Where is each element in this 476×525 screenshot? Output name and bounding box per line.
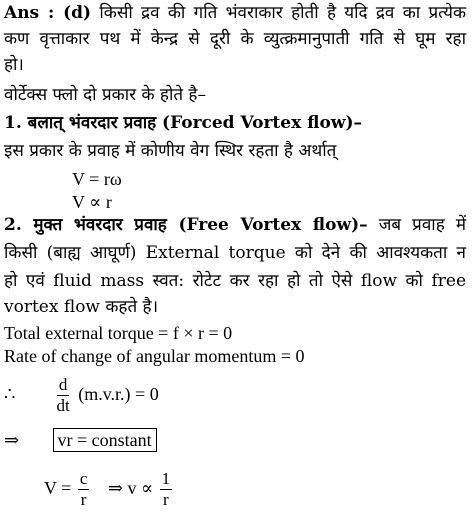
- one-denominator: r: [163, 490, 169, 510]
- free-vortex-line-2: किसी (बाह्य आघूर्ण) External torque को देने की आवश्यकता न: [4, 243, 466, 263]
- answer-text-1: किसी द्रव की गति भंवराकार होती है यदि द्रव का प्रत्येक: [99, 3, 466, 23]
- boxed-equation: vr = constant: [53, 428, 157, 452]
- implies-symbol-1: ⇒: [4, 430, 20, 450]
- therefore-symbol: ∴: [4, 384, 16, 404]
- forced-eq-2: V ∝ r: [72, 192, 112, 212]
- answer-line-1: [4, 2, 466, 24]
- derivative-rest: (m.v.r.) = 0: [78, 384, 159, 404]
- free-vortex-line-3: हो एवं fluid mass स्वत: रोटेट कर रहा हो तो ऐसे flow को free: [4, 271, 466, 291]
- one-over-r-fraction: [160, 469, 173, 510]
- free-vortex-line-1: [4, 214, 466, 236]
- boxed-equation-line: [4, 428, 157, 452]
- derivative-fraction: [55, 375, 72, 416]
- free-vortex-line-4: vortex flow कहते है।: [4, 297, 159, 317]
- implies-proportional: ⇒ v ∝: [107, 478, 154, 498]
- final-equation: [44, 462, 174, 514]
- derivative-denominator: dt: [56, 396, 70, 416]
- forced-vortex-heading: 1. बलात् भंवरदार प्रवाह (Forced Vortex flow)–: [4, 113, 363, 133]
- answer-label: Ans : (d): [4, 3, 92, 23]
- c-numerator: c: [79, 469, 88, 489]
- derivative-equation: [4, 370, 159, 418]
- v-equals: V =: [44, 478, 72, 498]
- c-over-r-fraction: [78, 469, 90, 510]
- derivative-numerator: d: [58, 375, 68, 395]
- forced-eq-1: V = rω: [72, 169, 122, 189]
- momentum-equation: Rate of change of angular momentum = 0: [4, 346, 305, 366]
- answer-line-2: कण वृत्ताकार पथ में केन्द्र से दूरी के व्युत्क्रमानुपाती गति से घूम रहा: [4, 29, 466, 49]
- vortex-intro: वोर्टेक्स फ्लो दो प्रकार के होते है–: [4, 85, 206, 105]
- free-vortex-heading: 2. मुक्त भंवरदार प्रवाह (Free Vortex flow)–: [4, 215, 368, 235]
- c-denominator: r: [80, 490, 87, 510]
- torque-equation: Total external torque = f × r = 0: [4, 323, 233, 343]
- free-vortex-text-1: जब प्रवाह में: [378, 215, 466, 235]
- answer-line-3: हो।: [4, 55, 24, 75]
- forced-vortex-text: इस प्रकार के प्रवाह में कोणीय वेग स्थिर रहता है अर्थात्: [4, 141, 337, 161]
- one-numerator: 1: [161, 469, 171, 489]
